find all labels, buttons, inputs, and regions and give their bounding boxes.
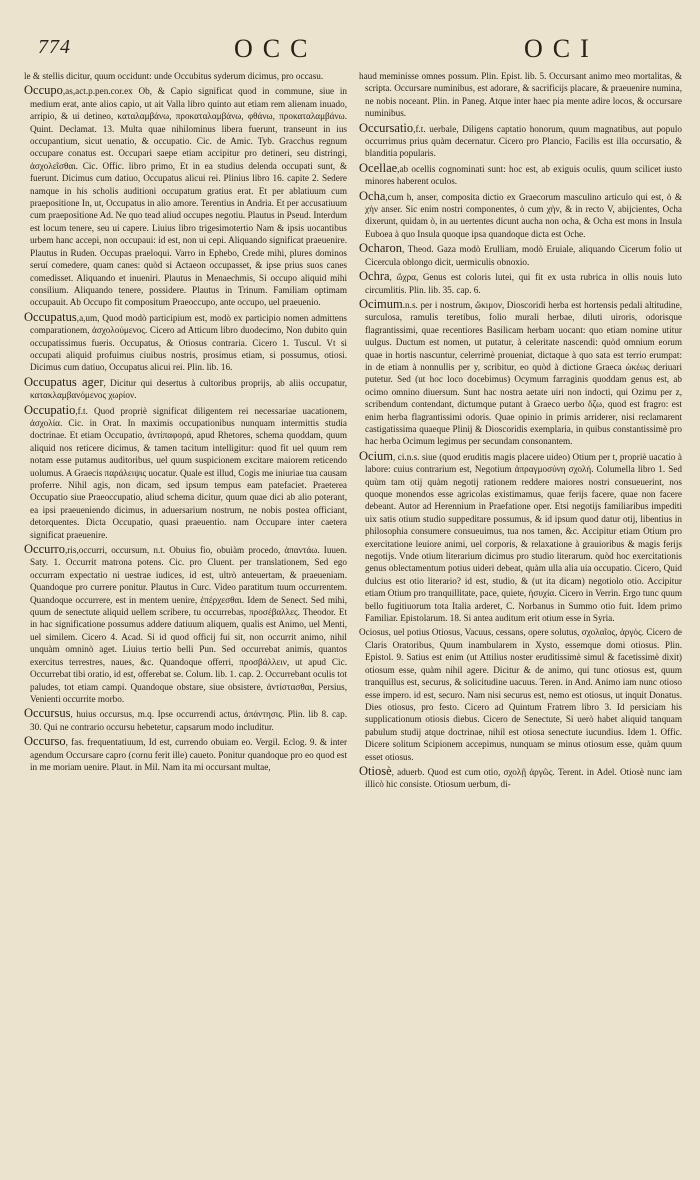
page-header (24, 34, 682, 64)
entry-text: .n.s. per i nostrum, ὤκιμον, Dioscoridi herba est hortensis pedali altitudine, surculosa, ramulis teretibus, folio murali herbae, diluti uiroris, odorisque flagrantissimi, quae recentiores Basilicam herbam uocant: quo etiam nomine utitur uulgus. Ductum est nomen, ut putatur, à celeritate nascendi: quòd omnium eorum quae in hortis nascuntur, celerrimè proueniat, dictaque à quo sata est terrio erumpat: in de etiam à nonnullis per y, scribitur, eo quòd à dictione Graeca ὠκέως deriuari putetur. Sed (ut hoc loco docebimus) Ocymum farraginis quoddam genus est, ab ocimo omnino diuersum. Sunt hac nostra aetate uiri non indocti, qui Ozimu per z, scribendum contendant, dictumque putant à Graeco uerbo ὄζω, quod est fragro: est enim herba flagrantissimi odoris. Quae opinio in primis arriderer, nisi reclamarent castigatissima quaeque Plinij & Dioscoridis exemplaria, in quibus constantissimè pro hac herba Ocimum legimus per secundam consonantem. (365, 299, 682, 447)
entry-headword: Otiosè (359, 763, 392, 778)
entry-headword: Ocimum (359, 296, 403, 311)
entry-headword: Ocha (359, 188, 386, 203)
dictionary-entry (24, 404, 347, 541)
entry-text: , Dicitur qui desertus à cultoribus proprijs, ab aliis occupatur, κατακλαμβανόμενος χωρίον. (30, 377, 347, 401)
dictionary-entry (24, 70, 347, 82)
entry-text: , ci.n.s. siue (quod eruditis magis placere uideo) Otium per t, propriè uacatio à labore: cuius contrarium est, Negotium ἀπραγμοσύνη σχολή. Columella libro 1. Sed quùm tam otij quàm negotij rationem reddere maiores nostri consueuerint, nos quoque monendos esse agricolas existimamus, quae ferijs facere, quae non facere debeant. Autor ad Herennium in Praefatione oper. Etsi negotijs familiaribus impediti uix satis otium studio suppeditare possumus, & id ipsum quod datur otij, libentius in philosophia consumere consueuimus, tua nos tamen, &c. Accipitur etiam Otium pro exercitatione leuiore animi, uel corporis, & relaxatione à grauioribus & magis ferijs negotijs. Vnde otium literarium dicimus pro studio literarum. quòd hoc exercitationis genus oblectamentum potius uideri debeat, quàm ulla alia uia occupatio. Cicero, Quid dulcius est otio literario? id est, studio, & (ut ita dicam) negotiolo otio. Accipitur etiam Otium pro tranquillitate, pace, quiete, ἡσυχία. Cicero in Verrin. Ergo tunc quum bello fugitiuorum tota Italia arderet, C. Norbanus in Summo otio fuit. Idem primo Familiar. Epistolarum. 18. Si antea auditum erit otium esse in Syria. (365, 451, 682, 624)
entry-text: ,a,um, Quod modò participium est, modò ex participio nomen admittens comparationem, ἀσχολούμενος. Cicero ad Atticum libro duodecimo, Non dubito quin occupatissimus fueris. Occupatus, & Otiosus contraria. Cicero 1. Tuscul. Vt si occupati aliquid profuimus ciuibus nostris, prosimus etiam, si possumus, otiosi. Dicimus cum datiuo, Occupatus alicui rei. Plin. lib. 16. (30, 312, 347, 373)
entry-text: ,ab ocellis cognominati sunt: hoc est, ab exiguis oculis, quum scilicet iusto minores haberent oculos. (365, 163, 682, 187)
entry-text: , ὤχρα, Genus est coloris lutei, qui fit ex usta rubrica in ollis nouis luto circumlitis. Plin. lib. 35. cap. 6. (365, 272, 682, 295)
entry-text: ,f.t. uerbale, Diligens captatio honorum, quum magnatibus, aut populo occurrimus prius quàm decernatur. Cicero pro Plancio, Facilis est illa occursatio, & blanditia popularis. (365, 123, 682, 159)
dictionary-entry (359, 190, 682, 241)
entry-headword: Ocellae (359, 160, 398, 175)
entry-headword: Occupo (24, 83, 63, 98)
dictionary-entry (359, 162, 682, 188)
running-head-left: OCC (234, 34, 318, 63)
entry-text: , huius occursus, m.q. Ipse occurrendi actus, ἀπάντησις. Plin. lib 8. cap. 30. Qui ne contrario occursu hebetetur, capsarum modo includitur. (30, 709, 347, 732)
dictionary-entry (359, 626, 682, 762)
entry-headword: Occursatio (359, 120, 414, 135)
entry-headword: Occurso (24, 734, 66, 749)
entry-text: ,cum h, anser, composita dictio ex Graecorum masculino articulo qui est, ὁ & χὴν anser. Sic enim nostri componentes, ὁ cum χὴν, & in recto V, abijcientes, Ocha dixerunt, quidam ò, in au uertentes dicunt aucha non ocha, & Ocha est mons in Insula Euboea à quo Insula quoque ipsa quandoque dicta est Oche. (365, 191, 682, 239)
dictionary-entry (359, 242, 682, 268)
entry-text: le & stellis dicitur, quum occidunt: unde Occubitus syderum dicimus, pro occasu. (24, 71, 324, 81)
dictionary-entry (359, 298, 682, 448)
entry-text: Ociosus, uel potius Otiosus, Vacuus, cessans, opere solutus, σχολαῖος, ἀργός. Cicero de Claris Oratoribus, Quum inambularem in Xysto, essemque domi otiosus. Plin. Epistol. 9. Satius est enim (ut Attilius noster eruditissimè simul & facetissimè dixit) otiosum esse, quàm nihil agere. Dicitur & de animo, qui tunc otiosus est, quum tranquillus est, securus, & solicitudine uacuus. Teren. in And. Animo iam nunc otioso esse impero. id est, securo. Nam nisi securus est, nemo est otiosus, ut inquit Donatus. Dies otiosus, pro festo. Cicero ad Quintum Fratrem libro 3. Id persiciam his supplicationum otiosis diebus. Cicero de Senectute, Si uerò habet aliquid tanquam pabulum studij atque doctrinae, nihil est otiosa senectute iucundius. Idem 1. Offic. Dicere solitum Scipionem accepimus, nunquam se minus otiosum esse, quàm quum esset otiosus. (359, 627, 682, 762)
entry-text: ,as,act.p.pen.cor.ex Ob, & Capio significat quod in commune, siue in medium erat, ante alios capio, ut ait Valla libro quinto aut etiam rem alienam inuado, arripio, & ui detineo, καταλαμβάνω, προκαταλαμβάνω, φθάνω, προκαταλαμβάνω. Quint. Declamat. 13. Multa quae nihilominus libera fuerunt, transeunt in ius occupantium, sicut uenatio, & occupatio. Cic. de Amic. Tyb. Gracchus regnum occupare conatus est. Occupari saepe etiam accipitur pro detineri, seu distringi, ἀσχολεῖσθαι. Cic. Offic. libro primo, Et in ea studius delenda occupati sunt, & fuerunt. Dicimus cum datiuo, Occupatus alicui rei. Plinius libro 16. capite 2. Sedere namque in his scholis auditioni occupatum gratius erat. Et per ablatiuum cum praepositione In, ut, Occupatus in alio amore. Terentius in Andria. Et per accusatiuum cum praepositione Ad. Ne quo tead aliud occupes negotiu. Plautus in Pseud. Interdum est locum tenere, seu ui capere. Liuius libro trigesimotertio Nam & ipsis uocantibus urbem hanc accepi, non occupaui: id est, non ui cepi. Aliquando significat praeuenire. Plautus in Ruden. Occupas praeloqui. Varro in Ephebo, Crede mihi, plures dominos seruí comedere, quam canes: quòd si Actaeon occupasset, & ipse prius suos canes comedisset. Aliquando et inueniri. Plautus in Menaechmis, Si occupo aliquid mihi consilium. Aliquando tenere, possidere. Plautus in Trinum. Familiam optimam occupauit. Ab Occupo fit compositum Praeoccupo, ante occupo, uel praeuenio. (30, 86, 347, 308)
dictionary-entry (359, 270, 682, 296)
dictionary-entry (24, 311, 347, 374)
dictionary-entry (359, 70, 682, 120)
dictionary-entry (24, 707, 347, 733)
entry-headword: Occurro (24, 542, 65, 557)
entry-headword: Occursus (24, 706, 71, 721)
dictionary-entry (24, 376, 347, 402)
entry-text: haud meminisse omnes possum. Plin. Epist. lib. 5. Occursant animo meo mortalitas, & scripta. Occursare numinibus, est adorare, & sacrificijs placare, & praeuenire numina, ne nobis noceant. Plin. in Paneg. Atque inter haec pia mente adire locos, & occursare numinibus. (359, 71, 682, 119)
dictionary-entry (359, 450, 682, 625)
right-column (359, 70, 682, 1180)
entry-text: ,ris,occurri, occursum, n.t. Obuius fio, obuiàm procedo, ἀπαντάω. Iuuen. Saty. 1. Occurrit matrona potens. Cic. pro Cluent. per translationem, Sed ego occurram expectatio ni uestrae iudices, id est, ultrò anteuertam, & praeueniam. Quandoque pro currere ponitur. Plautus in Curc. Video paratitum tuum occurrentem. Quandoque occurrere, est in mentem uenire, ἐπέρχεσθαι. Idem de Senect. Sed mihi, quum de senectute aliquid uellem scribere, tu occurrebas, προσέβαλλες. Theodor. Et in hac significatione possumus addere datiuum aliquem, qualis est Animo, uel Menti, uel similem. Cicero 4. Acad. Si id quod officij fui sit, non occurrit animo, nihil unquàm omninò aget. Liuius tertio belli Pun. Sed occurrebat animis, quantos exercitus terrestres, naues, &c. Quandoque offerri, προσβάλλειν, ut apud Cic. Occurrebat tibi oratio, id est, offerebat se. Colum. lib. 1. cap. 2. Occurrebant oculis tot paludes, tot etiam campi. Quandoque obstare, siue obsistere, ἀντίστασθαι, Persius, Venienti occurrite morbo. (30, 545, 347, 704)
entry-headword: Occupatus (24, 309, 77, 324)
entry-text: ,f.t. Quod propriè significat diligentem rei necessariae uacationem, ἀσχολία. Cic. in Orat. In maximis occupationibus nunquam intermittis studia doctrinae. Et etiam Occupatio, ἀντίπαφορά, apud Rhetores, schema quoddam, quum aliquid nos reticere dicimus, & tamen tacitum intelligitur: quod fit uel quum rem notam esse putamus auditoribus, uel quum suspicionem excitare maiorem reticendo uolumus. A Graecis παράλειψις uocatur. Quale est illud, Cogis me iniuriae tua causam proferre. Nihil agis, non dicam, sed ipsum tempus eam patefaciet. Praeterea Occupatio siue Praeoccupatio, aliud schema dicitur, quum quae dici ab alio poterant, ea ipsi praeueniendo dicimus, in aduersarium nostrum, ne nobis postea officiant, detorquentes. Dicta Occupatio, quasi praeuentio. nam Occupare inter caetera significat praeuenire. (30, 405, 347, 540)
dictionary-entry (359, 122, 682, 160)
entry-headword: Ocharon (359, 241, 403, 256)
entry-headword: Ocium (359, 448, 394, 463)
entry-headword: Occupatio (24, 402, 76, 417)
entry-text: , aduerb. Quod est cum otio, σχολῇ ἀργῶς. Terent. in Adel. Otiosè nunc iam illicò hic consiste. Otiosum uerbum, di- (365, 766, 682, 790)
entry-text: , fas. frequentatiuum, Id est, currendo obuiam eo. Vergil. Eclog. 9. & inter agendum Occursare capro (cornu ferit ille) caueto. Ponitur quandoque pro eo quod est in me moriam uenire. Plaut. in Mil. Nam ita mi occursant multae, (30, 737, 347, 772)
running-head-right: OCI (524, 34, 599, 63)
entry-text: , Theod. Gaza modò Erulliam, modò Eruiale, aliquando Cicerum folio ut Cicercula oblongo dicit, uermiculis obnoxio. (365, 244, 682, 267)
page-number: 774 (38, 36, 71, 58)
dictionary-entry (24, 84, 347, 308)
left-column (24, 70, 347, 1180)
dictionary-entry (24, 735, 347, 773)
dictionary-entry (359, 765, 682, 791)
dictionary-entry (24, 543, 347, 705)
text-columns (24, 70, 682, 1180)
entry-headword: Ochra (359, 269, 390, 284)
entry-headword: Occupatus ager (24, 374, 104, 389)
